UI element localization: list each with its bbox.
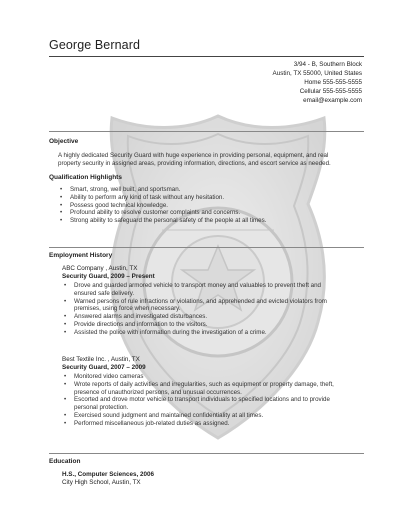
home-phone: Home 555-555-5555 (304, 79, 362, 86)
objective-line: property security in assigned areas, providing information, directions, and escort service as needed. (58, 159, 331, 167)
name-divider (49, 56, 364, 57)
list-item: • Profound ability to resolve customer complaints and concerns. (58, 209, 358, 217)
list-item: • Warned persons of rule infractions or violations, and apprehended and evicted violators from premises, using force when necessary. (62, 298, 362, 314)
job-1-header (62, 265, 155, 281)
degree: H.S., Computer Sciences, 2006 (62, 471, 155, 478)
employment-heading: Employment History (49, 252, 113, 259)
highlights-list (58, 186, 358, 225)
cell-phone: Cellular 555-555-5555 (299, 88, 362, 95)
objective-divider (49, 131, 364, 132)
list-item: • Strong ability to safeguard the personal safety of the people at all times. (58, 217, 358, 225)
education-entry (62, 471, 154, 487)
list-item: • Wrote reports of daily activities and irregularities, such as equipment or property damage, theft, presence of unauthorized persons, and unusual occurrences. (62, 381, 367, 397)
address-line-1: 3/94 - B, Southern Block (293, 61, 362, 68)
list-item: • Assisted the police with information during the investigation of a crime. (62, 329, 362, 337)
contact-block (273, 60, 363, 105)
job-1-duties (62, 282, 362, 337)
list-item: • Monitored video cameras (62, 373, 367, 381)
objective-line: A highly dedicated Security Guard with huge experience in providing personal, equipment, and real (58, 152, 329, 159)
job-company: ABC Company , Austin, TX (62, 265, 138, 272)
job-2-header (62, 356, 146, 372)
school: City High School, Austin, TX (62, 478, 141, 486)
email-address[interactable]: email@example.com (303, 97, 362, 104)
job-company: Best Textile Inc. , Austin, TX (62, 356, 140, 363)
list-item: • Escorted and drove motor vehicle to transport individuals to specified locations and to provide personal protection. (62, 396, 367, 412)
objective-heading: Objective (49, 138, 79, 145)
education-divider (49, 453, 364, 454)
job-position: Security Guard, 2009 – Present (62, 272, 155, 280)
objective-text (58, 152, 363, 168)
list-item: • Provide directions and information to the visitors. (62, 321, 362, 329)
list-item: • Possess good technical knowledge. (58, 202, 358, 210)
job-2-duties (62, 373, 367, 428)
list-item: • Exercised sound judgment and maintained confidentiality at all times. (62, 412, 367, 420)
list-item: • Performed miscellaneous job-related duties as assigned. (62, 420, 367, 428)
candidate-name: George Bernard (49, 38, 141, 52)
list-item: • Smart, strong, well built, and sportsman. (58, 186, 358, 194)
job-position: Security Guard, 2007 – 2009 (62, 363, 146, 371)
highlights-heading: Qualification Highlights (49, 174, 122, 181)
list-item: • Drove and guarded armored vehicle to transport money and valuables to prevent theft and ensured safe delivery. (62, 282, 362, 298)
list-item: • Ability to perform any kind of task without any hesitation. (58, 194, 358, 202)
address-line-2: Austin, TX 55000, United States (272, 70, 362, 77)
education-heading: Education (49, 458, 81, 465)
list-item: • Answered alarms and investigated disturbances. (62, 313, 362, 321)
employment-divider (49, 247, 364, 248)
